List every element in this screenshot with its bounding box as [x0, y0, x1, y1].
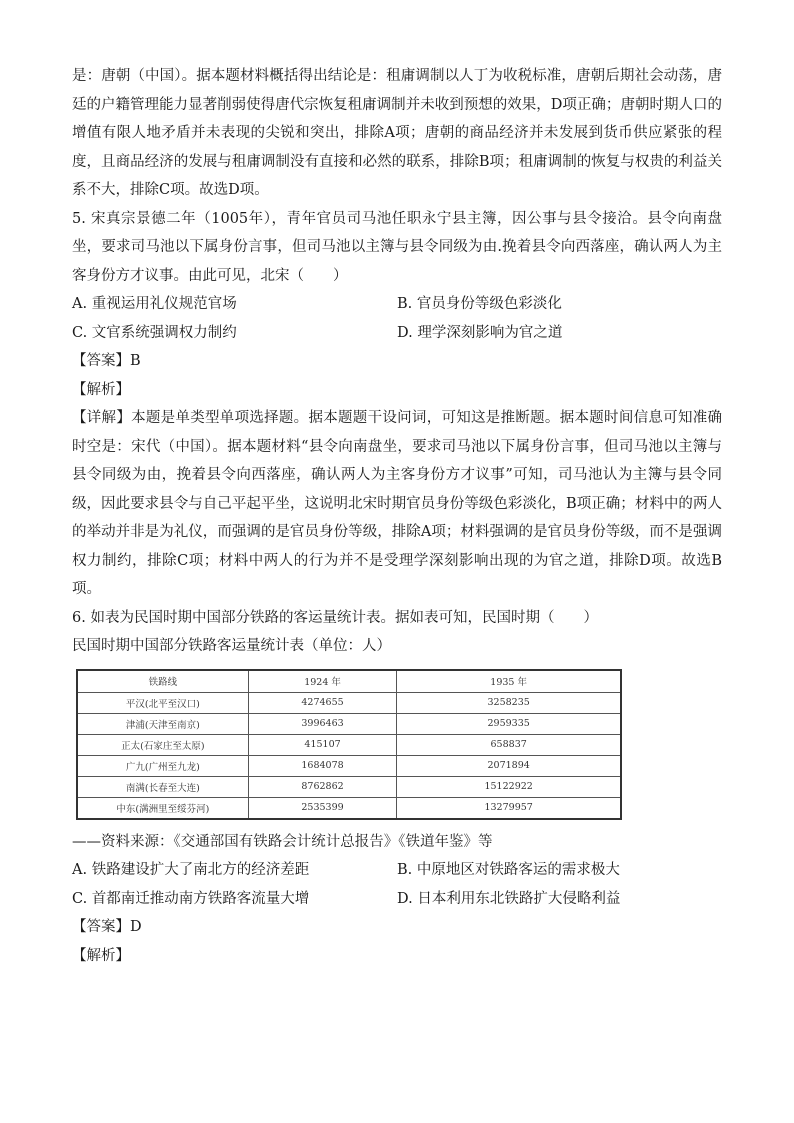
- cell-1935: 658837: [397, 734, 621, 755]
- cell-line: 中东(满洲里至绥芬河): [77, 797, 248, 819]
- q6-table-wrapper: [76, 669, 622, 820]
- q5-option-a: A. 重视运用礼仪规范官场: [72, 296, 237, 312]
- railway-passenger-table: [76, 669, 622, 820]
- q5-option-c: C. 文官系统强调权力制约: [72, 324, 237, 341]
- cell-line: 正太(石家庄至太原): [77, 734, 248, 755]
- cell-line: 津浦(天津至南京): [77, 713, 248, 734]
- q5-detail: 【详解】本题是单类型单项选择题。据本题题干设问词，可知这是推断题。据本题时间信息可知准确时空是：宋代（中国）。据本题材料“县令向南盘坐，要求司马池以下属身份言事，但司马池以主簿与县令同级为由，挽着县令向西落座，确认两人为主客身份方才议事”可知，司马池认为主簿与县令同级，因此要求县令与自己平起平坐，这说明北宋时期官员身份等级色彩淡化，B项正确；材料中的两人的举动并非是为礼仪，而强调的是官员身份等级，排除A项；材料强调的是官员身份等级，而不是强调权力制约，排除C项；材料中两人的行为并不是受理学深刻影响出现的为官之道，排除D项。故选B项。: [72, 410, 722, 597]
- q6-option-d: D. 日本利用东北铁路扩大侵略利益: [397, 890, 621, 907]
- q6-source-note: ——资料来源：《交通部国有铁路会计统计总报告》《铁道年鉴》等: [72, 833, 493, 850]
- q5-option-b: B. 官员身份等级色彩淡化: [397, 296, 562, 312]
- prev-question-analysis-paragraph: 是：唐朝（中国）。据本题材料概括得出结论是：租庸调制以人丁为收税标准，唐朝后期社会动荡，唐廷的户籍管理能力显著削弱使得唐代宗恢复租庸调制并未收到预想的效果，D项正确；唐朝时期人口的增值有限人地矛盾并未表现的尖锐和突出，排除A项；唐朝的商品经济并未发展到货币供应紧张的程度，且商品经济的发展与租庸调制没有直接和必然的联系，排除B项；租庸调制的恢复与权贵的利益关系不大，排除C项。故选D项。: [72, 68, 722, 198]
- document-page: [72, 62, 722, 970]
- cell-1935: 3258235: [397, 692, 621, 713]
- table-row: [77, 755, 621, 776]
- q5-option-d: D. 理学深刻影响为官之道: [397, 324, 563, 341]
- table-row: [77, 797, 621, 819]
- cell-line: 南满(长春至大连): [77, 776, 248, 797]
- header-1924: 1924 年: [248, 670, 397, 693]
- q6-table-title: 民国时期中国部分铁路客运量统计表（单位：人）: [72, 638, 391, 654]
- cell-1935: 2959335: [397, 713, 621, 734]
- cell-1935: 2071894: [397, 755, 621, 776]
- cell-line: 广九(广州至九龙): [77, 755, 248, 776]
- cell-1924: 415107: [248, 734, 397, 755]
- cell-1924: 3996463: [248, 713, 397, 734]
- q6-option-c: C. 首都南迁推动南方铁路客流量大增: [72, 890, 310, 907]
- cell-1924: 8762862: [248, 776, 397, 797]
- header-railway-line: 铁路线: [77, 670, 248, 693]
- cell-1935: 13279957: [397, 797, 621, 819]
- q6-stem: 6. 如表为民国时期中国部分铁路的客运量统计表。据如表可知，民国时期（ ）: [72, 609, 598, 626]
- q6-option-a: A. 铁路建设扩大了南北方的经济差距: [72, 862, 310, 878]
- table-row: [77, 734, 621, 755]
- q5-options: [72, 290, 722, 347]
- cell-1924: 4274655: [248, 692, 397, 713]
- q5-stem: 5. 宋真宗景德二年（1005年），青年官员司马池任职永宁县主簿，因公事与县令接洽。县令向南盘坐，要求司马池以下属身份言事，但司马池以主簿与县令同级为由.挽着县令向西落座，确认两人为主客身份方才议事。由此可见，北宋（ ）: [72, 210, 722, 284]
- table-row: [77, 692, 621, 713]
- q6-answer: 【答案】D: [72, 919, 142, 935]
- q6-analysis-label: 【解析】: [72, 947, 130, 964]
- table-header-row: [77, 670, 621, 693]
- q6-options: [72, 856, 722, 913]
- cell-line: 平汉(北平至汉口): [77, 692, 248, 713]
- q6-option-b: B. 中原地区对铁路客运的需求极大: [397, 862, 620, 878]
- q5-analysis-label: 【解析】: [72, 381, 130, 398]
- cell-1924: 1684078: [248, 755, 397, 776]
- cell-1924: 2535399: [248, 797, 397, 819]
- table-row: [77, 713, 621, 734]
- header-1935: 1935 年: [397, 670, 621, 693]
- q5-answer: 【答案】B: [72, 353, 141, 369]
- cell-1935: 15122922: [397, 776, 621, 797]
- table-row: [77, 776, 621, 797]
